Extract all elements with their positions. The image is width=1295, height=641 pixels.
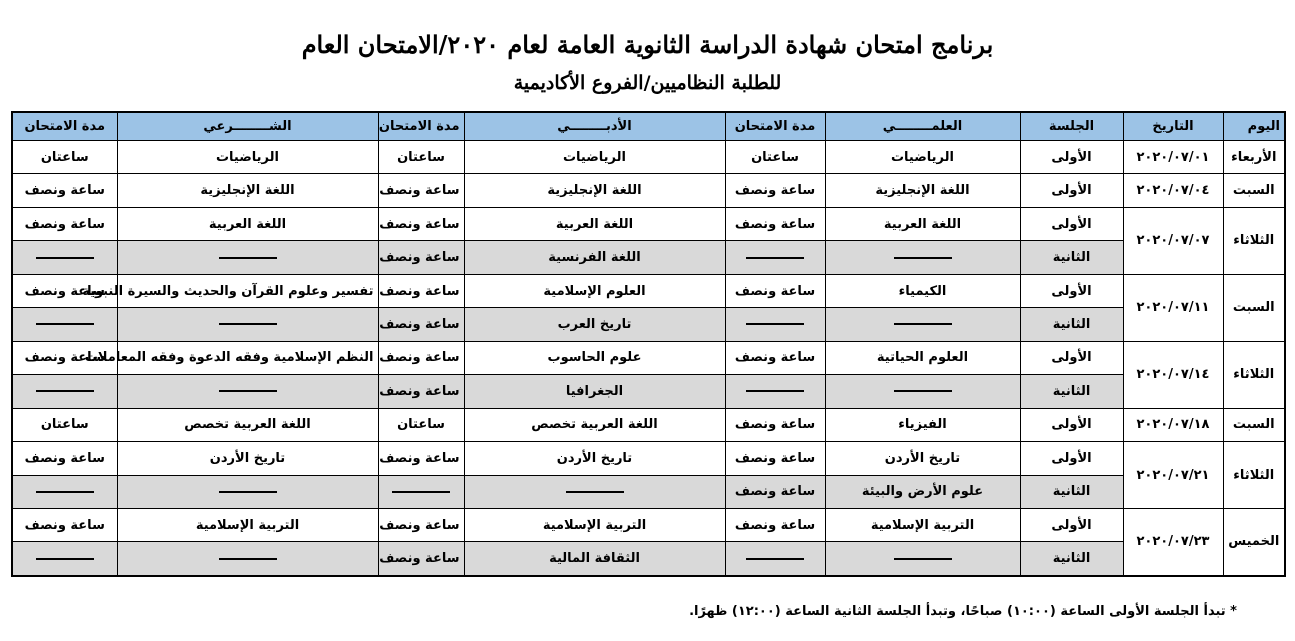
day-cell: الخميس <box>1223 508 1285 576</box>
header-duration: مدة الامتحان <box>725 112 825 141</box>
literary-subject-cell: العلوم الإسلامية <box>464 274 725 307</box>
header-duration: مدة الامتحان <box>378 112 464 141</box>
session-cell: الثانية <box>1020 542 1123 576</box>
dash-line <box>219 491 277 493</box>
empty-cell <box>117 542 378 576</box>
empty-cell <box>825 375 1020 408</box>
scientific-duration-cell: ساعة ونصف <box>725 442 825 475</box>
empty-cell <box>117 475 378 508</box>
sharia-duration-cell: ساعتان <box>12 408 117 441</box>
day-cell: السبت <box>1223 174 1285 207</box>
dash-line <box>219 558 277 560</box>
empty-cell <box>825 542 1020 576</box>
header-sharia: الشــــــــرعي <box>117 112 378 141</box>
day-cell: الثلاثاء <box>1223 442 1285 509</box>
date-cell: ٢٠٢٠/٠٧/٠٧ <box>1123 207 1223 274</box>
session-cell: الأولى <box>1020 274 1123 307</box>
empty-cell <box>825 308 1020 341</box>
scientific-subject-cell: علوم الأرض والبيئة <box>825 475 1020 508</box>
literary-duration-cell: ساعة ونصف <box>378 341 464 374</box>
dash-line <box>746 390 804 392</box>
sharia-duration-cell: ساعة ونصف <box>12 442 117 475</box>
session-cell: الثانية <box>1020 308 1123 341</box>
literary-subject-cell: التربية الإسلامية <box>464 508 725 541</box>
empty-cell <box>12 542 117 576</box>
dash-line <box>392 491 450 493</box>
header-duration: مدة الامتحان <box>12 112 117 141</box>
session-cell: الثانية <box>1020 375 1123 408</box>
scientific-subject-cell: التربية الإسلامية <box>825 508 1020 541</box>
scientific-subject-cell: اللغة الإنجليزية <box>825 174 1020 207</box>
header-literary: الأدبــــــــي <box>464 112 725 141</box>
session-cell: الأولى <box>1020 341 1123 374</box>
dash-line <box>36 323 94 325</box>
literary-duration-cell: ساعتان <box>378 141 464 174</box>
empty-cell <box>12 308 117 341</box>
session-cell: الأولى <box>1020 207 1123 240</box>
empty-cell <box>117 241 378 274</box>
literary-subject-cell: تاريخ الأردن <box>464 442 725 475</box>
session-cell: الأولى <box>1020 174 1123 207</box>
dash-line <box>36 257 94 259</box>
table-row <box>12 207 1285 240</box>
session-cell: الأولى <box>1020 442 1123 475</box>
empty-cell <box>725 542 825 576</box>
table-row <box>12 542 1285 576</box>
scientific-duration-cell: ساعة ونصف <box>725 508 825 541</box>
literary-duration-cell: ساعتان <box>378 408 464 441</box>
empty-cell <box>12 475 117 508</box>
date-cell: ٢٠٢٠/٠٧/١٨ <box>1123 408 1223 441</box>
scientific-duration-cell: ساعة ونصف <box>725 475 825 508</box>
dash-line <box>894 323 952 325</box>
dash-line <box>894 558 952 560</box>
empty-cell <box>464 475 725 508</box>
literary-duration-cell: ساعة ونصف <box>378 207 464 240</box>
footnote: * تبدأ الجلسة الأولى الساعة (١٠:٠٠) صباحًا، وتبدأ الجلسة الثانية الساعة (١٢:٠٠) ظهرًا. <box>689 604 1237 619</box>
literary-duration-cell: ساعة ونصف <box>378 542 464 576</box>
empty-cell <box>725 375 825 408</box>
dash-line <box>894 390 952 392</box>
literary-subject-cell: علوم الحاسوب <box>464 341 725 374</box>
literary-duration-cell: ساعة ونصف <box>378 241 464 274</box>
scientific-subject-cell: الفيزياء <box>825 408 1020 441</box>
dash-line <box>219 257 277 259</box>
table-row <box>12 174 1285 207</box>
scientific-duration-cell: ساعتان <box>725 141 825 174</box>
table-header-row <box>12 112 1285 141</box>
date-cell: ٢٠٢٠/٠٧/١١ <box>1123 274 1223 341</box>
scientific-duration-cell: ساعة ونصف <box>725 274 825 307</box>
dash-line <box>219 390 277 392</box>
scientific-duration-cell: ساعة ونصف <box>725 341 825 374</box>
dash-line <box>746 257 804 259</box>
literary-duration-cell: ساعة ونصف <box>378 174 464 207</box>
dash-line <box>746 323 804 325</box>
page-title: برنامج امتحان شهادة الدراسة الثانوية العامة لعام ٢٠٢٠/الامتحان العام <box>301 30 994 59</box>
dash-line <box>36 558 94 560</box>
scientific-subject-cell: اللغة العربية <box>825 207 1020 240</box>
literary-duration-cell: ساعة ونصف <box>378 274 464 307</box>
sharia-subject-cell: اللغة العربية <box>117 207 378 240</box>
scientific-subject-cell: الكيمياء <box>825 274 1020 307</box>
dash-line <box>746 558 804 560</box>
date-cell: ٢٠٢٠/٠٧/١٤ <box>1123 341 1223 408</box>
scientific-duration-cell: ساعة ونصف <box>725 408 825 441</box>
table-row <box>12 141 1285 174</box>
empty-cell <box>825 241 1020 274</box>
scientific-duration-cell: ساعة ونصف <box>725 207 825 240</box>
dash-line <box>219 323 277 325</box>
date-cell: ٢٠٢٠/٠٧/٠١ <box>1123 141 1223 174</box>
empty-cell <box>117 308 378 341</box>
sharia-duration-cell: ساعة ونصف <box>12 207 117 240</box>
date-cell: ٢٠٢٠/٠٧/٠٤ <box>1123 174 1223 207</box>
day-cell: الثلاثاء <box>1223 341 1285 408</box>
dash-line <box>894 257 952 259</box>
day-cell: الثلاثاء <box>1223 207 1285 274</box>
sharia-subject-cell: الرياضيات <box>117 141 378 174</box>
empty-cell <box>378 475 464 508</box>
empty-cell <box>725 241 825 274</box>
literary-duration-cell: ساعة ونصف <box>378 308 464 341</box>
scientific-subject-cell: العلوم الحياتية <box>825 341 1020 374</box>
table-row <box>12 274 1285 307</box>
literary-subject-cell: الثقافة المالية <box>464 542 725 576</box>
session-cell: الثانية <box>1020 241 1123 274</box>
literary-subject-cell: تاريخ العرب <box>464 308 725 341</box>
exam-schedule-table <box>11 111 1286 577</box>
dash-line <box>566 491 624 493</box>
sharia-duration-cell: ساعة ونصف <box>12 508 117 541</box>
sharia-subject-cell: التربية الإسلامية <box>117 508 378 541</box>
sharia-duration-cell: ساعة ونصف <box>12 274 117 307</box>
session-cell: الأولى <box>1020 408 1123 441</box>
sharia-duration-cell: ساعتان <box>12 141 117 174</box>
sharia-subject-cell: تفسير وعلوم القرآن والحديث والسيرة النبوية <box>117 274 378 307</box>
session-cell: الأولى <box>1020 508 1123 541</box>
scientific-duration-cell: ساعة ونصف <box>725 174 825 207</box>
sharia-subject-cell: النظم الإسلامية وفقه الدعوة وفقه المعاملات <box>117 341 378 374</box>
session-cell: الثانية <box>1020 475 1123 508</box>
table-row <box>12 341 1285 374</box>
sharia-subject-cell: اللغة الإنجليزية <box>117 174 378 207</box>
header-session: الجلسة <box>1020 112 1123 141</box>
day-cell: السبت <box>1223 274 1285 341</box>
session-cell: الأولى <box>1020 141 1123 174</box>
sharia-duration-cell: ساعة ونصف <box>12 341 117 374</box>
table-row <box>12 442 1285 475</box>
day-cell: السبت <box>1223 408 1285 441</box>
empty-cell <box>725 308 825 341</box>
date-cell: ٢٠٢٠/٠٧/٢٣ <box>1123 508 1223 576</box>
page-subtitle: للطلبة النظاميين/الفروع الأكاديمية <box>513 72 782 94</box>
table-row <box>12 408 1285 441</box>
literary-subject-cell: اللغة الإنجليزية <box>464 174 725 207</box>
table-row <box>12 508 1285 541</box>
literary-duration-cell: ساعة ونصف <box>378 442 464 475</box>
header-date: التاريخ <box>1123 112 1223 141</box>
scientific-subject-cell: تاريخ الأردن <box>825 442 1020 475</box>
table-row <box>12 475 1285 508</box>
literary-subject-cell: اللغة العربية <box>464 207 725 240</box>
literary-duration-cell: ساعة ونصف <box>378 508 464 541</box>
sharia-subject-cell: تاريخ الأردن <box>117 442 378 475</box>
table-row <box>12 308 1285 341</box>
literary-subject-cell: الجغرافيا <box>464 375 725 408</box>
literary-subject-cell: اللغة العربية تخصص <box>464 408 725 441</box>
literary-subject-cell: الرياضيات <box>464 141 725 174</box>
day-cell: الأربعاء <box>1223 141 1285 174</box>
date-cell: ٢٠٢٠/٠٧/٢١ <box>1123 442 1223 509</box>
scientific-subject-cell: الرياضيات <box>825 141 1020 174</box>
table-row <box>12 375 1285 408</box>
header-day: اليوم <box>1223 112 1285 141</box>
sharia-duration-cell: ساعة ونصف <box>12 174 117 207</box>
literary-subject-cell: اللغة الفرنسية <box>464 241 725 274</box>
literary-duration-cell: ساعة ونصف <box>378 375 464 408</box>
dash-line <box>36 390 94 392</box>
dash-line <box>36 491 94 493</box>
empty-cell <box>12 375 117 408</box>
empty-cell <box>117 375 378 408</box>
header-scientific: العلمــــــــي <box>825 112 1020 141</box>
empty-cell <box>12 241 117 274</box>
sharia-subject-cell: اللغة العربية تخصص <box>117 408 378 441</box>
table-row <box>12 241 1285 274</box>
